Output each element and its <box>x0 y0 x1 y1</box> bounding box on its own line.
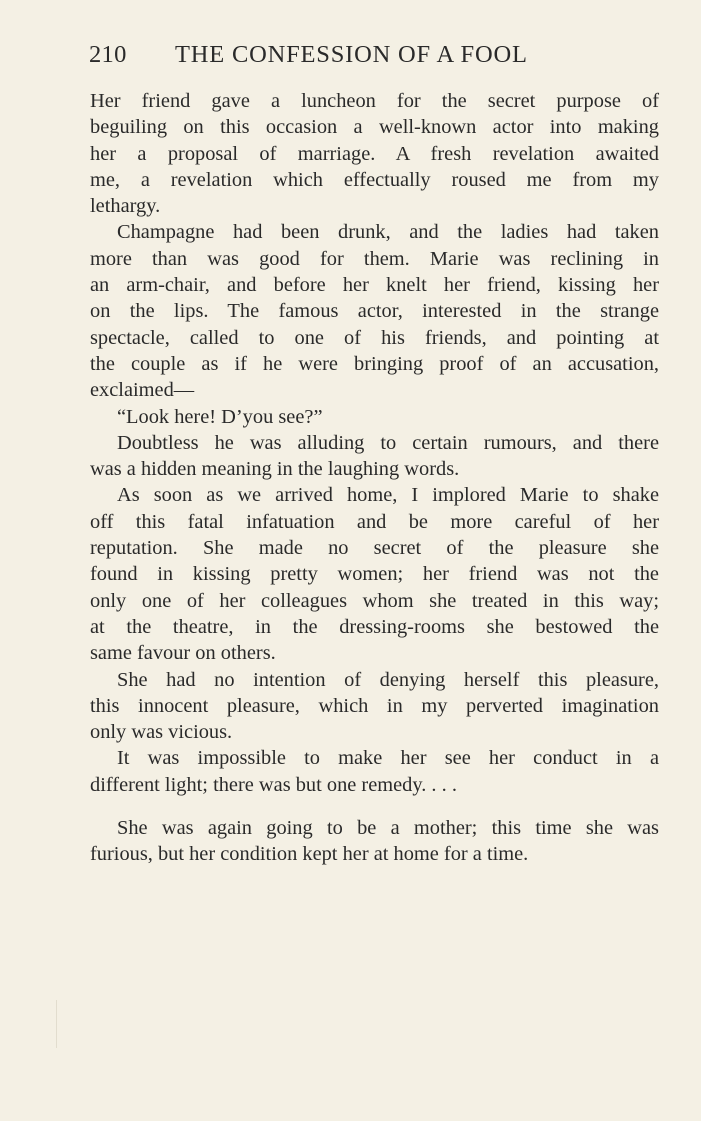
paragraph-first-line: She was again going to be a mother; this time she was <box>117 817 659 840</box>
paragraph-first-line: Champagne had been drunk, and the ladies had taken <box>117 221 659 244</box>
text-line: Her friend gave a luncheon for the secret purpose of <box>90 90 659 112</box>
text-line: beguiling on this occasion a well-known actor into making <box>90 116 659 139</box>
quoted-speech-line: “Look here! D’you see?” <box>117 405 323 428</box>
text-line: reputation. She made no secret of the pleasure she <box>90 537 659 560</box>
body-text <box>90 88 659 868</box>
text-line: on the lips. The famous actor, interested in the strange <box>90 300 659 323</box>
paragraph-first-line: Doubtless he was alluding to certain rumours, and there <box>117 431 659 454</box>
text-line: the couple as if he were bringing proof of an accusation, <box>90 352 659 375</box>
text-line: off this fatal infatuation and be more careful of her <box>90 510 659 533</box>
running-head <box>89 41 649 73</box>
section-break <box>90 798 659 815</box>
text-line: exclaimed— <box>90 379 195 402</box>
paragraph-first-line: It was impossible to make her see her conduct in a <box>117 747 659 770</box>
text-line: spectacle, called to one of his friends, and pointing at <box>90 326 659 349</box>
text-line: an arm-chair, and before her knelt her friend, kissing her <box>90 274 659 297</box>
text-line: only was vicious. <box>90 721 233 744</box>
text-line: at the theatre, in the dressing-rooms she bestowed the <box>90 615 659 638</box>
text-line: this innocent pleasure, which in my perverted imagination <box>90 694 659 717</box>
text-line: same favour on others. <box>90 642 276 665</box>
text-line: lethargy. <box>90 195 161 218</box>
text-line: different light; there was but one remedy. . . . <box>90 773 457 796</box>
text-line: furious, but her condition kept her at home for a time. <box>90 843 529 866</box>
text-line: her a proposal of marriage. A fresh revelation awaited <box>90 142 659 165</box>
page-fold-mark <box>56 1000 57 1048</box>
text-line: found in kissing pretty women; her friend was not the <box>90 563 659 586</box>
book-title: THE CONFESSION OF A FOOL <box>175 41 528 68</box>
paragraph-first-line: As soon as we arrived home, I implored Marie to shake <box>117 484 659 507</box>
paragraph-first-line: She had no intention of denying herself this pleasure, <box>117 668 659 691</box>
text-line: me, a revelation which effectually roused me from my <box>90 168 659 191</box>
text-line: only one of her colleagues whom she treated in this way; <box>90 589 659 612</box>
page-number: 210 <box>89 41 127 68</box>
text-line: more than was good for them. Marie was reclining in <box>90 247 659 270</box>
text-line: was a hidden meaning in the laughing words. <box>90 458 460 481</box>
